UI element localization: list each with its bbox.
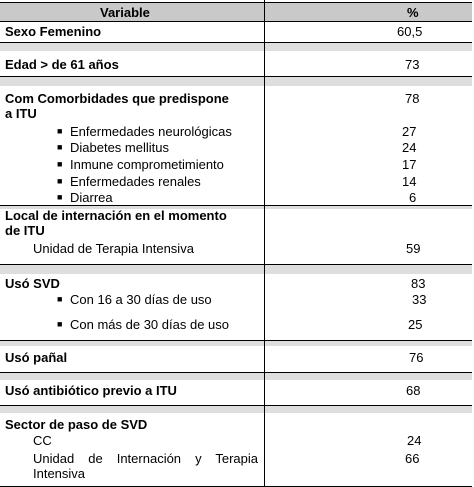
- row-label-comorb-1: Com Comorbidades que predispone: [5, 91, 229, 106]
- row-separator-line: [0, 264, 472, 265]
- list-item-label-line2: Intensiva: [33, 466, 86, 481]
- list-item-label: Con más de 30 días de uso: [70, 317, 229, 332]
- list-item-label: Enfermedades neurológicas: [70, 124, 232, 139]
- row-sublabel-local: Unidad de Terapia Intensiva: [33, 241, 194, 256]
- list-item-value: 66: [405, 451, 420, 466]
- bullet-icon: ■: [57, 176, 63, 186]
- row-separator-band: [0, 76, 472, 86]
- row-value-antibiotico: 68: [406, 383, 421, 398]
- list-item-value: 27: [402, 124, 417, 139]
- row-separator-line: [0, 42, 472, 43]
- row-value-comorb: 78: [405, 91, 420, 106]
- list-item-value: 24: [402, 140, 417, 155]
- list-item-label: CC: [33, 433, 52, 448]
- bullet-icon: ■: [57, 159, 63, 169]
- row-separator-band: [0, 42, 472, 51]
- row-value-svd: 83: [411, 276, 426, 291]
- list-item-value: 25: [408, 317, 423, 332]
- list-item-value: 33: [412, 292, 427, 307]
- list-item-label: Inmune comprometimiento: [70, 157, 224, 172]
- list-item-label-line1: Unidad de Internación y Terapia: [33, 451, 258, 466]
- row-separator-line: [0, 372, 472, 373]
- row-label-edad: Edad > de 61 años: [5, 57, 119, 72]
- bullet-icon: ■: [57, 319, 63, 329]
- bullet-icon: ■: [57, 294, 63, 304]
- list-item-label: Diarrea: [70, 190, 113, 205]
- list-item-value: 14: [402, 174, 417, 189]
- row-subvalue-local: 59: [406, 241, 421, 256]
- list-item-label: Con 16 a 30 días de uso: [70, 292, 212, 307]
- header-percent: %: [407, 5, 419, 20]
- row-value-panal: 76: [409, 350, 424, 365]
- row-separator-line: [0, 76, 472, 77]
- row-label-svd: Usó SVD: [5, 276, 60, 291]
- row-label-antibiotico: Usó antibiótico previo a ITU: [5, 383, 177, 398]
- list-item-value: 6: [409, 190, 417, 205]
- row-separator-line: [0, 205, 472, 206]
- row-separator-line: [0, 405, 472, 406]
- row-label-panal: Usó pañal: [5, 350, 68, 365]
- row-value-edad: 73: [405, 57, 420, 72]
- row-label-sector: Sector de paso de SVD: [5, 417, 148, 432]
- row-label-local-1: Local de internación en el momento: [5, 208, 227, 223]
- list-item-value: 24: [407, 433, 422, 448]
- list-item-label: Enfermedades renales: [70, 174, 201, 189]
- row-separator-band: [0, 405, 472, 413]
- table-header: [0, 2, 472, 22]
- row-separator-line: [0, 340, 472, 341]
- bullet-icon: ■: [57, 192, 63, 202]
- list-item-value: 17: [402, 157, 417, 172]
- bullet-icon: ■: [57, 126, 63, 136]
- list-item-label: Diabetes mellitus: [70, 140, 169, 155]
- row-separator-band: [0, 264, 472, 274]
- row-separator-band: [0, 372, 472, 380]
- row-value-sexo: 60,5: [397, 24, 423, 39]
- column-divider: [264, 0, 265, 486]
- row-label-sexo: Sexo Femenino: [5, 24, 102, 39]
- bullet-icon: ■: [57, 142, 63, 152]
- row-label-comorb-2: a ITU: [5, 106, 37, 121]
- row-label-local-2: de ITU: [5, 223, 45, 238]
- header-variable: Variable: [100, 5, 150, 20]
